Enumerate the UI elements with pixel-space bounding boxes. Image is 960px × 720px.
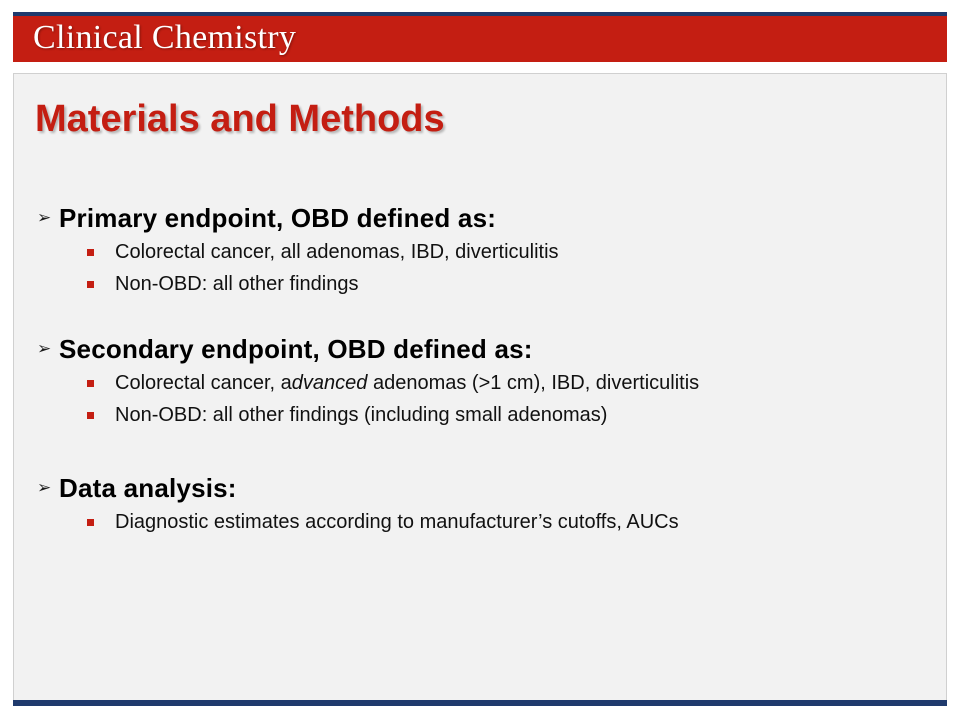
bullet-text-pre: Colorectal cancer, a: [115, 371, 292, 394]
bullet-text-advanced: [115, 372, 699, 395]
list-item: [87, 268, 559, 300]
bullet-text: Non-OBD: all other findings: [115, 272, 359, 295]
square-bullet-icon: [87, 519, 94, 526]
arrowhead-icon: ➢: [37, 478, 52, 497]
section-heading: [37, 200, 559, 236]
arrowhead-icon: ➢: [37, 208, 52, 227]
section-data-analysis: [37, 470, 679, 538]
section-primary-endpoint: [37, 200, 559, 300]
bullet-text: Non-OBD: all other findings (including small adenomas): [115, 403, 608, 426]
bullet-text-post: adenomas (>1 cm), IBD, diverticulitis: [367, 371, 700, 394]
section-secondary-endpoint: [37, 331, 699, 431]
header-bar: [13, 12, 947, 62]
section-heading-text: Primary endpoint, OBD defined as:: [59, 202, 497, 233]
section-heading-text: Secondary endpoint, OBD defined as:: [59, 333, 533, 364]
list-item: [87, 506, 679, 538]
list-item: [87, 399, 699, 431]
bullet-text: Diagnostic estimates according to manufacturer’s cutoffs, AUCs: [115, 510, 679, 533]
square-bullet-icon: [87, 281, 94, 288]
bullet-text-italic: dvanced: [291, 371, 368, 394]
journal-title: Clinical Chemistry: [33, 19, 297, 56]
bullet-text: Colorectal cancer, all adenomas, IBD, diverticulitis: [115, 240, 559, 263]
square-bullet-icon: [87, 412, 94, 419]
square-bullet-icon: [87, 380, 94, 387]
bottom-rule: [13, 700, 947, 706]
list-item: [87, 367, 699, 399]
section-heading: [37, 331, 699, 367]
section-heading-text: Data analysis:: [59, 472, 237, 503]
square-bullet-icon: [87, 249, 94, 256]
slide-title: Materials and Methods: [35, 98, 445, 140]
section-heading: [37, 470, 679, 506]
arrowhead-icon: ➢: [37, 339, 52, 358]
list-item: [87, 236, 559, 268]
